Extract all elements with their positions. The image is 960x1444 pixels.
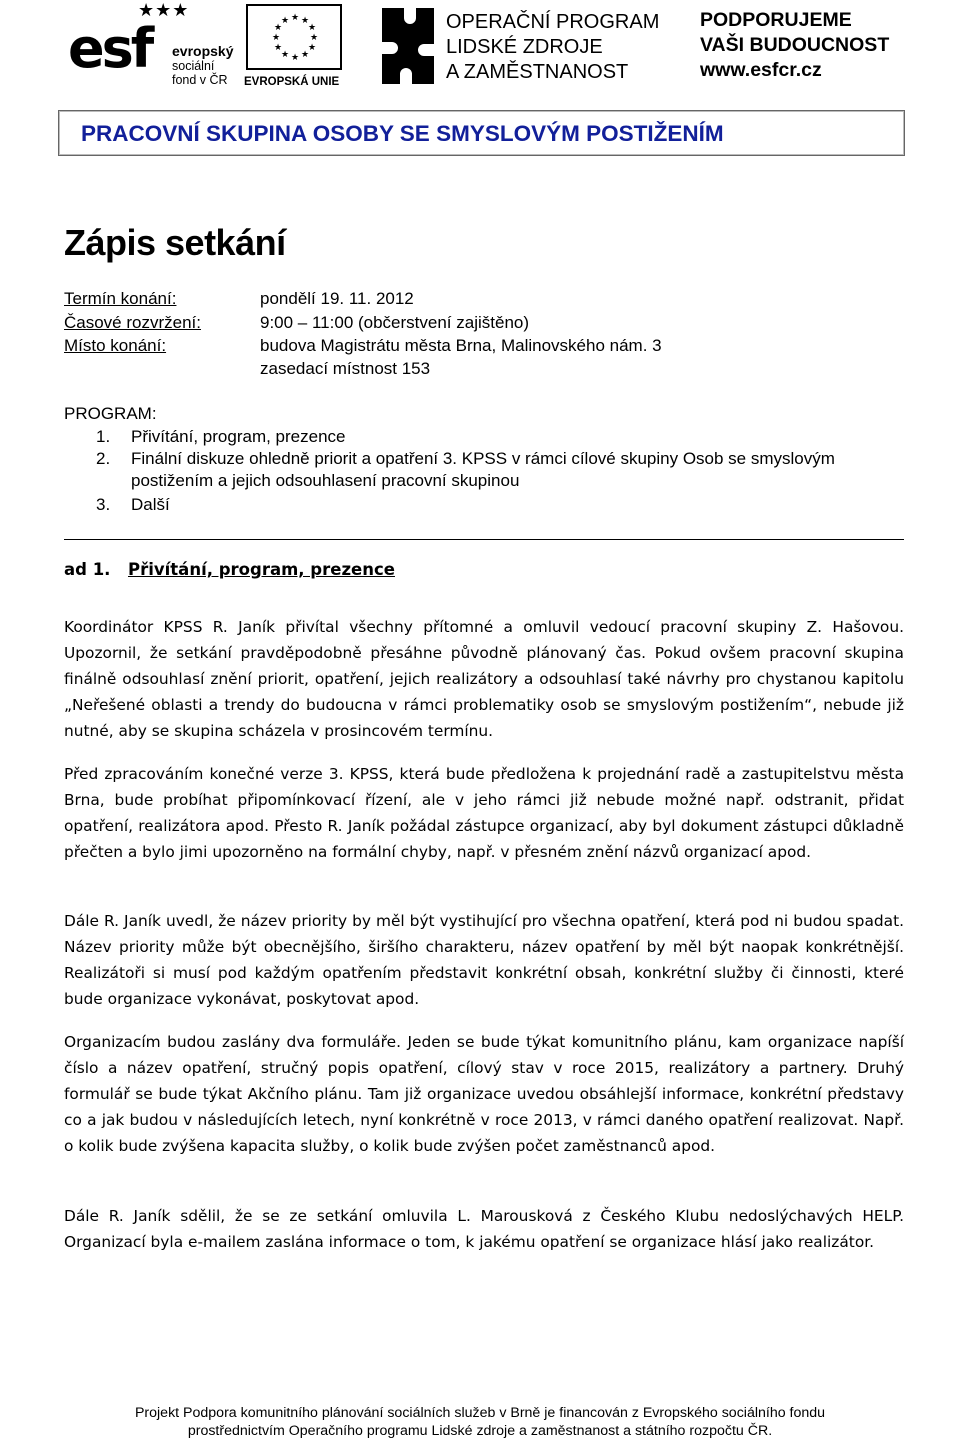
page-footer [40, 1404, 920, 1440]
svg-text:★: ★ [291, 53, 300, 63]
paragraph-5: Dále R. Janík sdělil, že se ze setkání omluvila L. Marousková z Českého Klubu nedoslýchavých HELP. Organizací byla e-mailem zaslána informace o tom, k jakému opatření se organizace hlásí jako realizátor. [64, 1207, 904, 1251]
program-item-2-cont: postižením a jejich odsouhlasení pracovní skupinou [131, 471, 520, 490]
paragraph-3: Dále R. Janík uvedl, že název priority by měl být vystihující pro všechna opatření, která pod ni budou spadat. Název priority může být obecnějšího, širšího charakteru, název opatření by měl být naopak konkrétnější. Realizátoři si musí pod každým opatřením představit konkrétní obsah, konkrétní služby či činnosti, které bude organizace vykonávat, poskytovat apod. [64, 912, 904, 1008]
op-lzz-logo [378, 4, 678, 90]
workgroup-title-box [58, 110, 905, 156]
workgroup-title: PRACOVNÍ SKUPINA OSOBY SE SMYSLOVÝM POSTIŽENÍM [81, 121, 724, 146]
esf-side-line-1: evropský [172, 43, 234, 59]
term-label: Termín konání: [64, 289, 177, 308]
time-label: Časové rozvržení: [64, 313, 201, 332]
section-number: ad 1. [64, 560, 111, 579]
eu-label: EVROPSKÁ UNIE [244, 76, 340, 88]
program-label: PROGRAM: [64, 404, 157, 423]
time-value: 9:00 – 11:00 (občerstvení zajištěno) [260, 313, 530, 332]
op-lzz-text [446, 10, 659, 85]
paragraph-4: Organizacím budou zaslány dva formuláře. Jeden se bude týkat komunitního plánu, kam organizace napíší číslo a název opatření, stručný popis opatření, cílový stav v roce 2015, realizátory a partnery. Druhý formulář se bude týkat Akčního plánu. Tam již organizace uvedou obsáhlejší informace, konkrétní představy co a jak budou v následujících letech, nyní konkrétně v roce 2013, v rámci daného opatření realizovat. Např. o kolik bude zvýšena kapacita služby, o kolik bude zvýšen počet zaměstnanců apod. [64, 1033, 904, 1155]
op-line-1: OPERAČNÍ PROGRAM [446, 11, 660, 33]
program-item-1: Přivítání, program, prezence [131, 427, 346, 446]
term-value: pondělí 19. 11. 2012 [260, 289, 414, 308]
section-divider [64, 539, 904, 540]
esf-side-line-2: sociální [172, 58, 215, 73]
place-value: budova Magistrátu města Brna, Malinovského nám. 3 [260, 336, 662, 355]
program-item-1-num: 1. [96, 427, 111, 446]
footer-line-2: prostřednictvím Operačního programu Lidské zdroje a zaměstnanost a státního rozpočtu ČR. [187, 1423, 773, 1439]
eu-logo [244, 4, 348, 90]
program-item-2-num: 2. [96, 449, 111, 468]
esf-logo-side-text [172, 44, 233, 88]
eu-flag-icon [246, 4, 342, 70]
esf-logo-word: esf [68, 17, 152, 80]
paragraph-1: Koordinátor KPSS R. Janík přivítal všechny přítomné a omluvil vedoucí pracovní skupiny Z. Hašovou. Upozornil, že setkání pravděpodobně přesáhne původně plánovaný čas. Pokud ovšem pracovní skupina finálně odsouhlasí znění priorit, opatření, jejich realizátory a odsouhlasí také návrhy pro chystanou kapitolu „Neřešené oblasti a trendy do budoucna v rámci problematiky osob se smyslovým postižením“, nebude již nutné, aby se skupina scházela v prosincovém termínu. [64, 618, 904, 740]
place-label: Místo konání: [64, 336, 167, 355]
section-heading [64, 560, 395, 579]
slogan-line-2: VAŠI BUDOUCNOST [700, 34, 890, 56]
slogan-line-1: PODPORUJEME [700, 9, 852, 31]
eu-stars-icon [248, 6, 340, 68]
svg-text:★: ★ [308, 23, 317, 33]
esf-side-line-3: fond v ČR [172, 73, 228, 87]
program-item-2: Finální diskuze ohledně priorit a opatření 3. KPSS v rámci cílové skupiny Osob se smyslovým [131, 449, 835, 468]
op-line-3: A ZAMĚSTNANOST [446, 61, 629, 83]
document-title: Zápis setkání [64, 222, 286, 263]
footer-line-1: Projekt Podpora komunitního plánování sociálních služeb v Brně je financován z Evropského sociálního fondu [134, 1405, 826, 1421]
svg-text:★: ★ [308, 43, 317, 53]
svg-text:★: ★ [301, 16, 310, 26]
svg-text:★: ★ [274, 23, 283, 33]
svg-text:★: ★ [274, 43, 283, 53]
page-header [0, 0, 960, 100]
program-item-3-num: 3. [96, 495, 111, 514]
svg-text:★: ★ [272, 33, 281, 43]
program-item-3: Další [131, 495, 170, 514]
slogan-url: www.esfcr.cz [700, 59, 822, 81]
place-room: zasedací místnost 153 [260, 359, 431, 378]
esf-logo [68, 0, 236, 90]
svg-text:★: ★ [291, 13, 300, 23]
svg-text:★: ★ [281, 16, 290, 26]
esf-stars-icon: ★★★ [138, 0, 190, 21]
svg-text:★: ★ [281, 50, 290, 60]
section-title: Přivítání, program, prezence [128, 560, 395, 579]
paragraph-2: Před zpracováním konečné verze 3. KPSS, která bude předložena k projednání radě a zastupitelstvu města Brna, bude probíhat připomínkovací řízení, ale v jeho rámci již nebude možné např. odstranit, přidat opatření, realizátora apod. Přesto R. Janík požádal zástupce organizací, aby byl dokument zástupci důkladně přečten a bylo jimi upozorněno na formální chyby, např. v přesném znění názvů organizací apod. [64, 765, 904, 861]
svg-text:★: ★ [310, 33, 319, 43]
support-slogan [700, 8, 900, 92]
svg-text:★: ★ [301, 50, 310, 60]
puzzle-icon [378, 4, 438, 88]
op-line-2: LIDSKÉ ZDROJE [446, 36, 603, 58]
